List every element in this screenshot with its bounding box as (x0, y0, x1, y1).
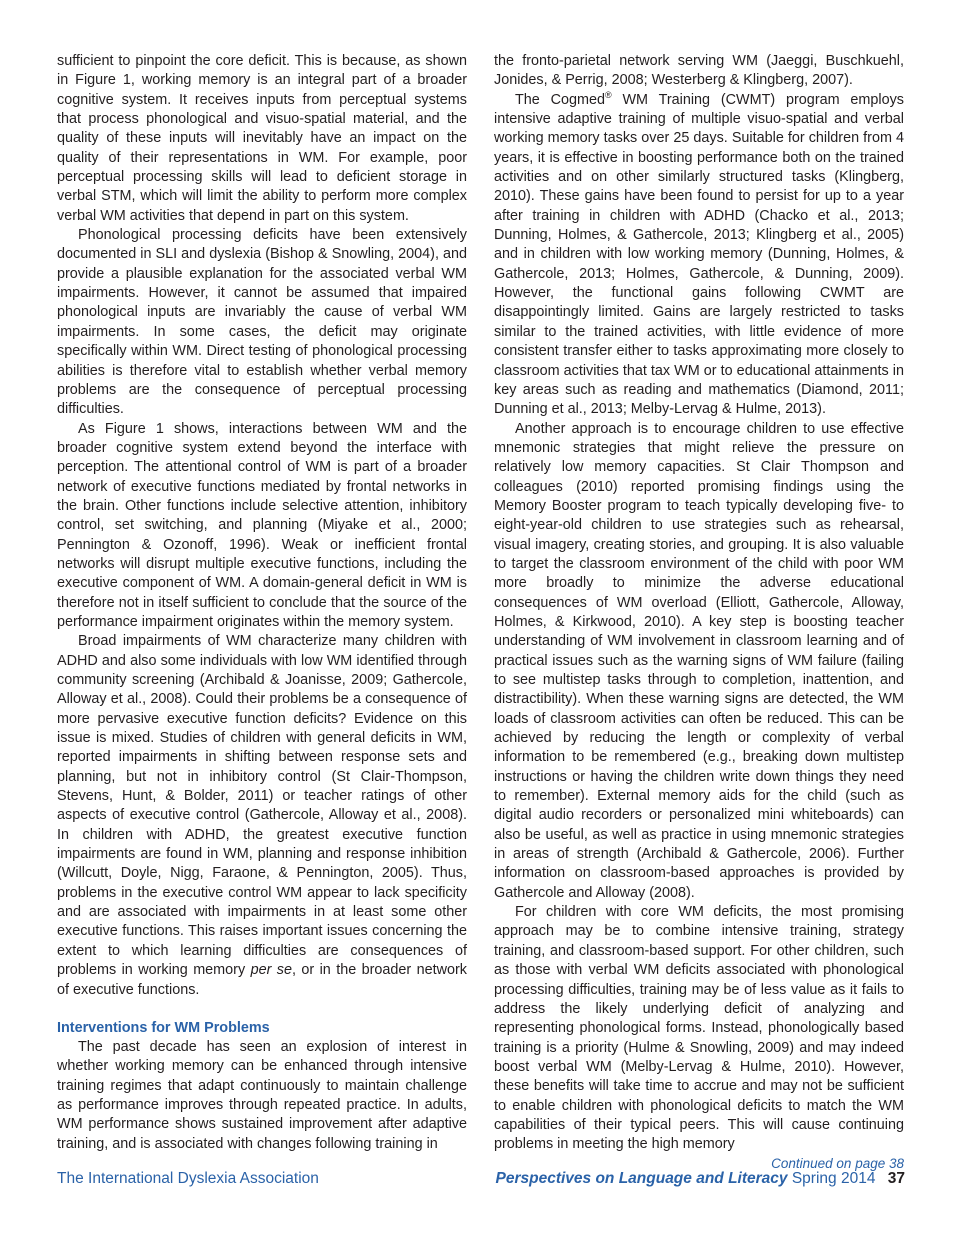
body-paragraph (494, 91, 904, 420)
page-footer (57, 1170, 905, 1192)
body-paragraph: For children with core WM deficits, the most promising approach may be to combine intensive training, strategy training, and classroom-based support. For other children, such as those with verbal WM deficits associated with phonological processing difficulties, training may be of less value as it fails to address the likely underlying deficit of analyzing and representing phonological forms. Instead, phonologically based training is a priority (Hulme & Snowling, 2009) and may indeed boost verbal WM (Melby-Lervag & Hulme, 2010). However, these benefits will take time to accrue and may not be sufficient to enable children with phonological deficits to match the WM capabilities of their typical peers. This will cause continuing problems in meeting the high memory (494, 904, 904, 1153)
body-paragraph: the fronto-parietal network serving WM (Jaeggi, Buschkuehl, Jonides, & Perrig, 2008; Westerberg & Klingberg, 2007). (494, 53, 904, 89)
continued-link[interactable]: Continued on page 38 (771, 1155, 904, 1171)
italic-term: per se (250, 962, 292, 979)
footer-issue: Spring 2014 (791, 1170, 876, 1187)
paragraph-text: The Cogmed (515, 91, 606, 108)
right-column (494, 52, 904, 1173)
page-number: 37 (887, 1170, 905, 1187)
footer-journal-title: Perspectives on Language and Literacy (495, 1170, 788, 1187)
body-paragraph: The past decade has seen an explosion of interest in whether working memory can be enhanced through intensive training regimes that adapt continuously to maintain challenge as performance improves through repeated practice. In adults, WM performance shows sustained improvement after adaptive training, and is associated with changes following training in (57, 1038, 467, 1152)
body-paragraph: As Figure 1 shows, interactions between WM and the broader cognitive system extend beyond the interface with perception. The attentional control of WM is part of a broader network of executive functions mediated by frontal networks in the brain. Other functions include selective attention, inhibitory control, set switching, and planning (Miyake et al., 2000; Pennington & Ozonoff, 1996). Weak or inefficient frontal networks will disrupt multiple executive functions, including the executive component of WM. A domain-general deficit in WM is therefore not in itself sufficient to conclude that the source of the performance impairment originates within the memory system. (57, 420, 467, 630)
body-paragraph: sufficient to pinpoint the core deficit. This is because, as shown in Figure 1, working memory is an integral part of a broader cognitive system. It receives inputs from perceptual systems that process phonological and visuo-spatial material, and the quality of these inputs will inevitably have an impact on the quality of their representations in WM. For example, poor perceptual processing skills will lead to deficient storage in verbal STM, which will limit the ability to perform more complex verbal WM activities that depend in part on this system. (57, 53, 467, 224)
footer-organization: The International Dyslexia Association (57, 1170, 319, 1187)
left-column (57, 52, 467, 1154)
body-paragraph: Another approach is to encourage children to use effective mnemonic strategies that might relieve the pressure on relatively low memory capacities. St Clair Thompson and colleagues (2010) reported promising findings using the Memory Booster program to teach typically developing five- to eight-year-old children to use strategies such as rehearsal, visual imagery, creating stories, and grouping. It is also valuable to target the classroom environment of the child with poor WM more broadly to minimize the adverse educational consequences of WM overload (Elliott, Gathercole, Alloway, Holmes, & Kirkwood, 2010). A key step is boosting teacher understanding of WM involvement in classroom learning and of practical issues such as the warning signs of WM failure (failing to see multistep tasks through to completion, inattention, and distractibility). When these warning signs are detected, the WM loads of classroom activities can often be reduced. This can be achieved by reducing the length or complexity of verbal information to be remembered (e.g., breaking down multistep instructions or having the children write down things they need to remember). External memory aids for the child (such as digital audio recorders or personalized mini whiteboards) can also be useful, as well as practice in using mnemonic strategies in areas of strength (Archibald & Gathercole, 2006). Further information on classroom-based approaches is provided by Gathercole and Alloway (2008). (494, 420, 904, 901)
registered-mark: ® (605, 89, 612, 100)
body-paragraph: Phonological processing deficits have been extensively documented in SLI and dyslexia (Bishop & Snowling, 2004), and provide a plausible explanation for the associated verbal WM impairments. However, it cannot be assumed that impaired phonological inputs are invariably the cause of verbal WM impairments. In some cases, the deficit may originate specifically within WM. Direct testing of phonological processing abilities is therefore vital to establish whether verbal memory problems are the consequence of perceptual processing difficulties. (57, 227, 467, 418)
paragraph-text: WM Training (CWMT) program employs intensive adaptive training of multiple visuo-spatial and verbal working memory tasks over 25 days. Suitable for children from 4 years, it is effective in boosting performance both on the trained activities and on other similarly structured tasks (Klingberg, 2010). These gains have been found to persist for up to a year after training in children with ADHD (Chacko et al., 2013; Dunning, Holmes, & Gathercole, 2013; Klingberg et al., 2005) and in children with low working memory (Dunning, Holmes, & Gathercole, 2013; Holmes, Gathercole, & Dunning, 2009). However, the functional gains following CWMT are disappointingly limited. Gains are largely restricted to tasks similar to the trained activities, with little evidence of more consistent transfer either to tasks approximating more closely to classroom activities that tax WM or to educational attainments in key areas such as reading and mathematics (Diamond, 2011; Dunning et al., 2013; Melby-Lervag & Hulme, 2013). (494, 91, 904, 418)
paragraph-text: Broad impairments of WM characterize many children with ADHD and also some individuals with low WM identified through community screening (Archibald & Joanisse, 2009; Gathercole, Alloway et al., 2008). Could their problems be a consequence of more pervasive executive function deficits? Evidence on this issue is mixed. Studies of children with general deficits in WM, reported impairments in shifting between response sets and planning, but not in inhibitory control (St Clair-Thompson, Stevens, Hunt, & Bolder, 2011) or teacher ratings of other aspects of executive control (Gathercole, Alloway et al., 2008). In children with ADHD, the greatest executive function impairments are found in WM, planning and response inhibition (Willcutt, Doyle, Nigg, Faraone, & Pennington, 2005). Thus, problems in the executive control WM appear to lack specificity and are associated with impairments in at least some other executive functions. This raises important issues concerning the extent to which learning difficulties are consequences of problems in working memory (57, 633, 467, 979)
footer-journal-info (496, 1170, 906, 1188)
body-paragraph (57, 632, 467, 1000)
section-heading: Interventions for WM Problems (57, 1019, 270, 1036)
paragraph-text: , or in the broader network of executive functions. (57, 962, 468, 998)
